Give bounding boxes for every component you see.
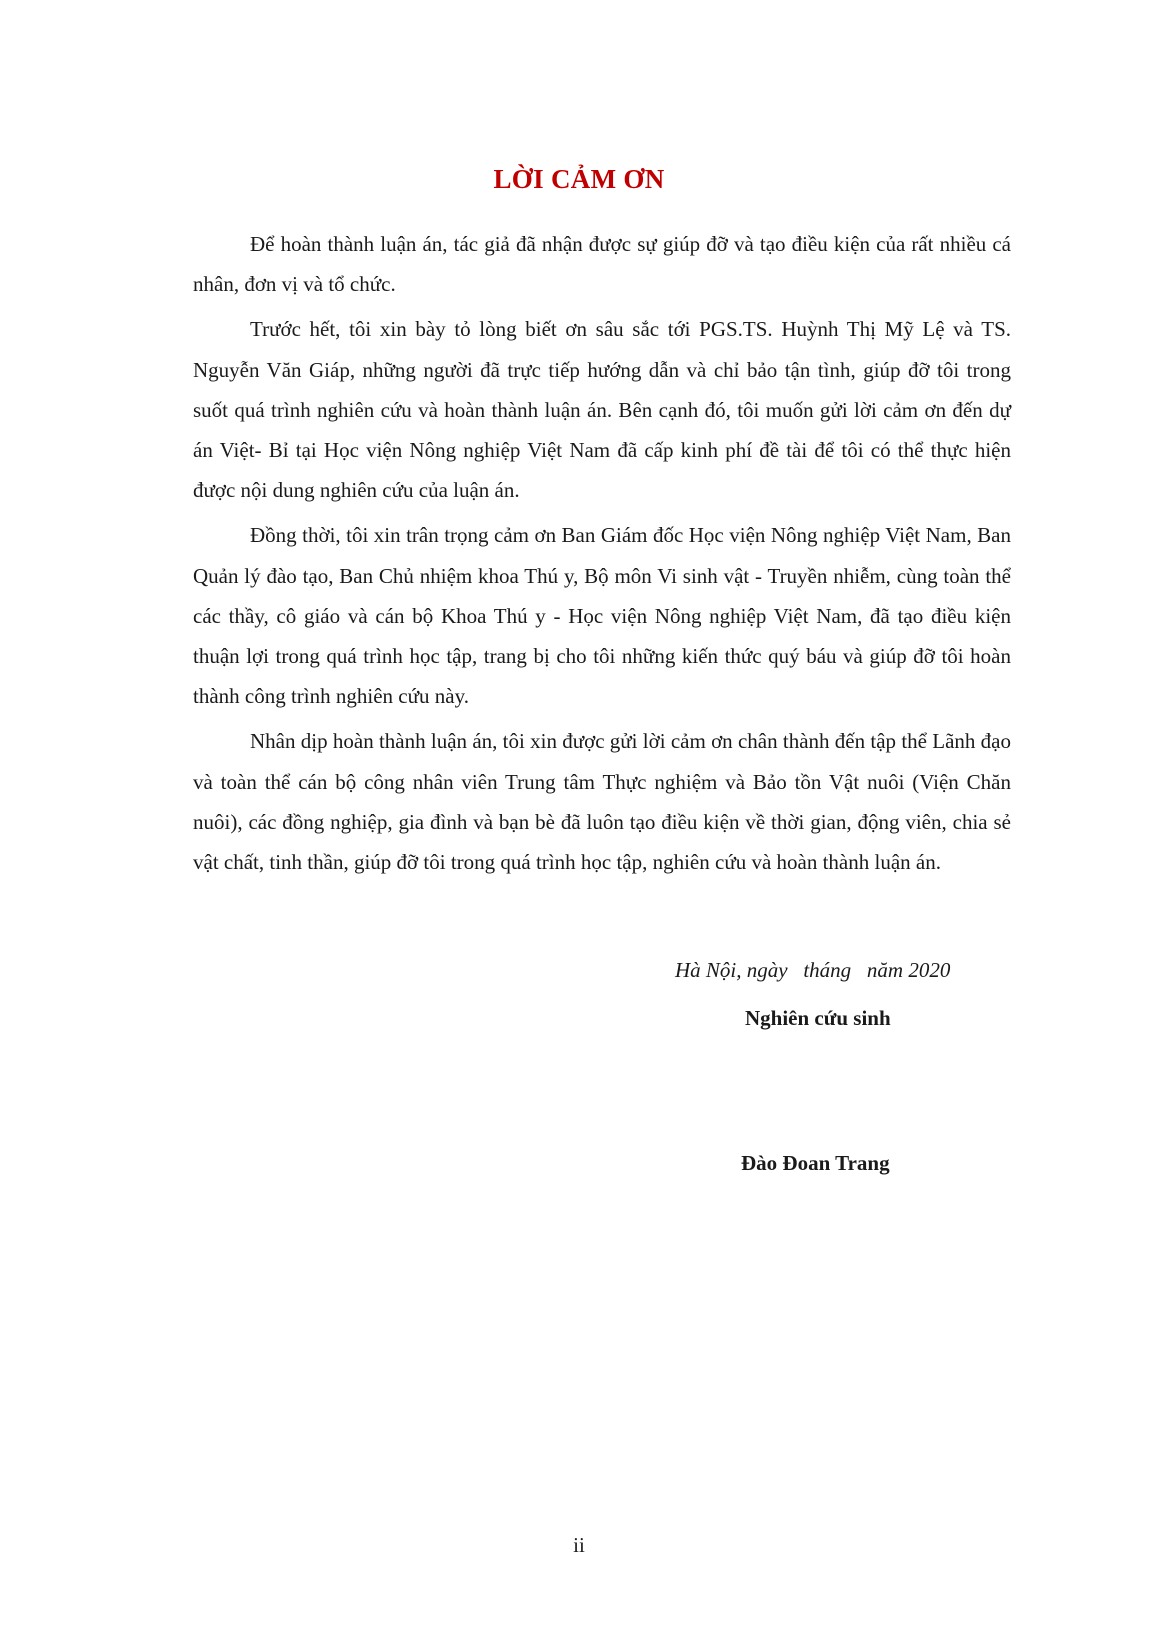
paragraph-2: Trước hết, tôi xin bày tỏ lòng biết ơn sâu sắc tới PGS.TS. Huỳnh Thị Mỹ Lệ và TS. Nguyễn Văn Giáp, những người đã trực tiếp hướng dẫn và chỉ bảo tận tình, giúp đỡ tôi trong suốt quá trình nghiên cứu và hoàn thành luận án. Bên cạnh đó, tôi muốn gửi lời cảm ơn đến dự án Việt- Bỉ tại Học viện Nông nghiệp Việt Nam đã cấp kinh phí đề tài để tôi có thể thực hiện được nội dung nghiên cứu của luận án.: [193, 317, 1011, 503]
paragraph-1: Để hoàn thành luận án, tác giả đã nhận được sự giúp đỡ và tạo điều kiện của rất nhiều cá nhân, đơn vị và tổ chức.: [193, 232, 1011, 297]
author-name: Đào Đoan Trang: [741, 1151, 890, 1175]
paragraph-4: Nhân dịp hoàn thành luận án, tôi xin được gửi lời cảm ơn chân thành đến tập thể Lãnh đạo và toàn thể cán bộ công nhân viên Trung tâm Thực nghiệm và Bảo tồn Vật nuôi (Viện Chăn nuôi), các đồng nghiệp, gia đình và bạn bè đã luôn tạo điều kiện về thời gian, động viên, chia sẻ vật chất, tinh thần, giúp đỡ tôi trong quá trình học tập, nghiên cứu và hoàn thành luận án.: [193, 729, 1011, 875]
page-title: LỜI CẢM ƠN: [493, 164, 665, 194]
page-number: ii: [573, 1533, 585, 1557]
acknowledgement-body: [193, 224, 1011, 887]
signature-role: Nghiên cứu sinh: [745, 1006, 891, 1030]
paragraph-3: Đồng thời, tôi xin trân trọng cảm ơn Ban Giám đốc Học viện Nông nghiệp Việt Nam, Ban Quản lý đào tạo, Ban Chủ nhiệm khoa Thú y, Bộ môn Vi sinh vật - Truyền nhiễm, cùng toàn thể các thầy, cô giáo và cán bộ Khoa Thú y - Học viện Nông nghiệp Việt Nam, đã tạo điều kiện thuận lợi trong quá trình học tập, trang bị cho tôi những kiến thức quý báu và giúp đỡ tôi hoàn thành công trình nghiên cứu này.: [193, 523, 1011, 709]
date-line: Hà Nội, ngày tháng năm 2020: [675, 958, 951, 982]
